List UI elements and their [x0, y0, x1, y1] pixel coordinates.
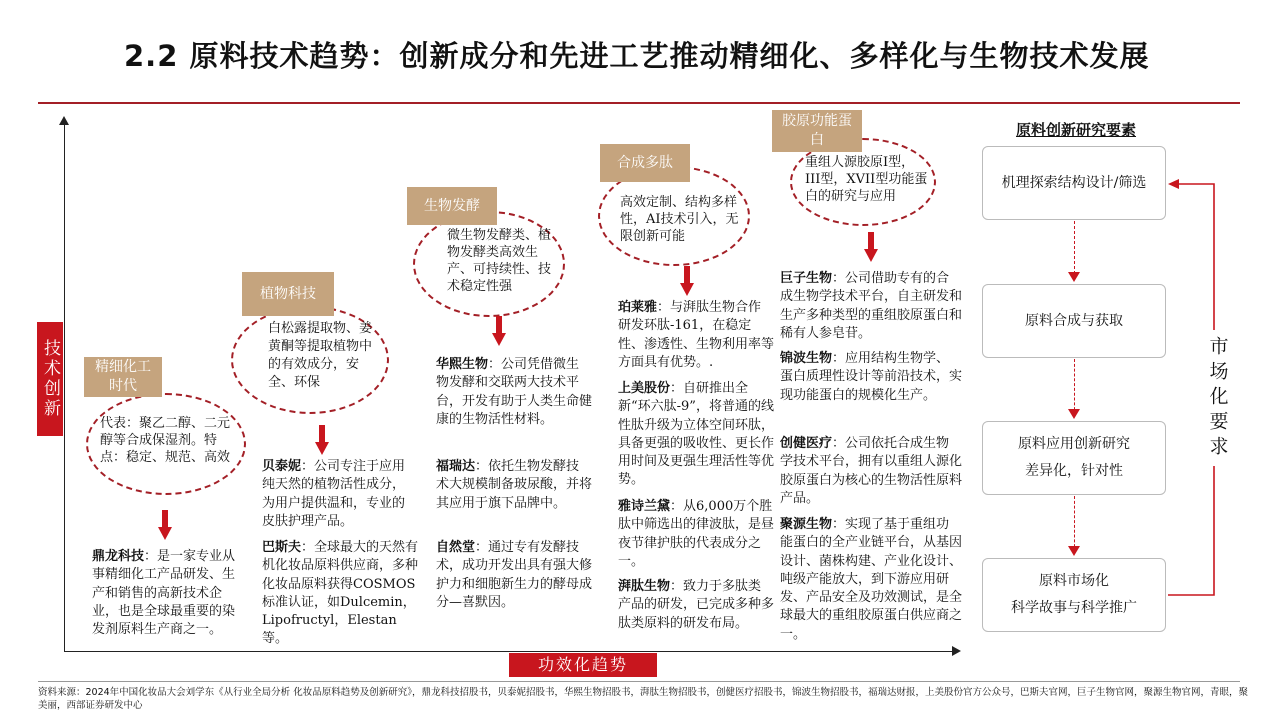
company-name: 珀莱雅 [618, 300, 658, 315]
company-desc: ：公司依托合成生物学技术平台，拥有以重组人源化胶原蛋白为核心的生物活性原料产品。 [780, 436, 963, 506]
company-desc: ：从6,000万个胜肽中筛选出的律波肽，是昼夜节律护肤的代表成分之一。 [618, 499, 775, 569]
company-name: 聚源生物 [780, 517, 833, 532]
company-desc: ：致力于多肽类产品的研发，已完成多种多肽类原料的研发布局。 [618, 579, 775, 631]
company-huaxi [436, 356, 592, 429]
company-name: 巴斯夫 [262, 540, 302, 555]
company-basf [262, 539, 422, 649]
down-arrow-icon [315, 425, 329, 455]
company-desc: ：实现了基于重组功能蛋白的全产业链平台，从基因设计、菌株构建、产业化设计、吨级产能放大，到下游应用研发、产品安全及功效测试，是全球最大的重组胶原蛋白供应商之一。 [780, 517, 963, 642]
company-estee [618, 498, 774, 571]
flow-connector [1074, 221, 1075, 279]
flow-step-market [982, 558, 1166, 632]
stage-oval-text: 微生物发酵类、植物发酵类高效生产、可持续性、技术稳定性强 [447, 228, 552, 294]
flow-step-line: 原料合成与获取 [1025, 312, 1123, 329]
company-name: 雅诗兰黛 [618, 499, 671, 514]
company-desc: ：与湃肽生物合作研发环肽-161，在稳定性、渗透性、生物利用率等方面具有优势。. [618, 300, 775, 370]
flow-step-line: 机理探索结构设计/筛选 [1001, 174, 1147, 191]
x-axis-arrow-icon [952, 646, 961, 656]
footer-divider [38, 681, 1240, 682]
company-name: 上美股份 [618, 381, 671, 396]
stage-oval-text: 重组人源胶原I型，III型，XVII型功能蛋白的研究与应用 [805, 155, 928, 204]
flow-step-line: 差异化，针对性 [1025, 463, 1123, 479]
company-desc: ：公司专注于应用纯天然的植物活性成分，为用户提供温和，专业的皮肤护理产品。 [262, 459, 406, 529]
company-dinglong [92, 548, 246, 639]
company-proya [618, 299, 774, 372]
down-arrow-icon [680, 266, 694, 296]
company-juyuan [780, 516, 962, 644]
down-arrow-icon [158, 510, 172, 540]
company-name: 锦波生物 [780, 351, 833, 366]
company-name: 贝泰妮 [262, 459, 302, 474]
flow-step-application [982, 421, 1166, 495]
company-name: 福瑞达 [436, 459, 476, 474]
company-jinbo [780, 350, 962, 405]
y-axis [64, 122, 65, 652]
flow-arrow-icon [1068, 546, 1080, 556]
y-axis-arrow-icon [59, 116, 69, 125]
stage-tag-bio-ferment: 生物发酵 [407, 187, 497, 225]
company-desc: ：全球最大的天然有机化妆品原料供应商，多种化妆品原料获得COSMOS标准认证，如Dulcemin，Lipofructyl，Elestan等。 [262, 540, 419, 647]
x-axis-label: 功效化趋势 [509, 653, 657, 677]
side-label-text: 市场化要求 [1206, 335, 1229, 461]
company-name: 巨子生物 [780, 271, 833, 286]
down-arrow-icon [864, 232, 878, 262]
flow-step-synthesis [982, 284, 1166, 358]
stage-tag-plant-tech: 植物科技 [242, 272, 334, 316]
company-ziran [436, 539, 592, 612]
company-furuida [436, 458, 592, 513]
stage-tag-collagen: 胶原功能蛋白 [772, 110, 862, 152]
side-label-market [1203, 330, 1233, 466]
flow-connector [1074, 496, 1075, 552]
flow-arrow-icon [1068, 409, 1080, 419]
company-desc: ：通过专有发酵技术，成功开发出具有强大修护力和细胞新生力的酵母成分—喜默因。 [436, 540, 593, 610]
company-desc: ：公司凭借微生物发酵和交联两大技术平台，开发有助于人类生命健康的生物活性材料。 [436, 357, 593, 427]
company-desc: ：公司借助专有的合成生物学技术平台，自主研发和生产多种类型的重组胶原蛋白和稀有人参皂苷。 [780, 271, 963, 341]
company-desc: ：应用结构生物学、蛋白质理性设计等前沿技术，实现功能蛋白的规模化生产。 [780, 351, 963, 403]
flow-step-line: 原料应用创新研究 [1018, 436, 1130, 452]
down-arrow-icon [492, 316, 506, 346]
flow-title: 原料创新研究要素 [1016, 121, 1137, 139]
company-shangmei [618, 380, 774, 490]
stage-oval-text: 代表：聚乙二醇、二元醇等合成保湿剂。特点：稳定、规范、高效 [100, 416, 231, 465]
title-divider [38, 102, 1240, 104]
company-desc: ：依托生物发酵技术大规模制备玻尿酸，并将其应用于旗下品牌中。 [436, 459, 593, 511]
company-chuangjian [780, 435, 962, 508]
stage-tag-fine-chemical: 精细化工时代 [84, 357, 162, 397]
company-name: 湃肽生物 [618, 579, 671, 594]
company-name: 自然堂 [436, 540, 476, 555]
page-title: 2.2 原料技术趋势：创新成分和先进工艺推动精细化、多样化与生物技术发展 [124, 39, 1150, 73]
stage-oval-text: 高效定制、结构多样性，AI技术引入，无限创新可能 [620, 195, 739, 244]
company-desc: ：是一家专业从事精细化工产品研发、生产和销售的高新技术企业，也是全球最重要的染发剂原料生产商之一。 [92, 549, 236, 638]
flow-step-line: 原料市场化 [1039, 573, 1109, 589]
flow-step-design [982, 146, 1166, 220]
flow-connector [1074, 359, 1075, 415]
y-axis-label: 技术创新 [37, 322, 63, 436]
company-desc: ：自研推出全新“环六肽-9”，将普通的线性肽升级为立体空间环肽，具备更强的吸收性、更长作用时间及更强生理活性等优势。 [618, 381, 775, 488]
flow-arrow-icon [1068, 272, 1080, 282]
stage-tag-peptide: 合成多肽 [600, 144, 690, 182]
company-paitai [618, 578, 774, 633]
stage-oval-text: 白松露提取物、姜黄酮等提取植物中的有效成分，安全、环保 [268, 321, 373, 390]
company-juzi [780, 270, 962, 343]
company-betani [262, 458, 414, 531]
flow-step-line: 科学故事与科学推广 [1011, 600, 1137, 616]
source-note: 资料来源：2024年中国化妆品大会刘学东《从行业全局分析 化妆品原料趋势及创新研究》，鼎龙科技招股书，贝泰妮招股书，华熙生物招股书，湃肽生物招股书，创健医疗招股书，锦波生物招股书，福瑞达财报，上美股份官方公众号，巴斯夫官网，巨子生物官网，聚源生物官网，青眼，聚美丽，西部证券研发中心 [38, 687, 1248, 711]
company-name: 华熙生物 [436, 357, 489, 372]
x-axis [64, 651, 954, 652]
company-name: 创健医疗 [780, 436, 833, 451]
company-name: 鼎龙科技 [92, 549, 145, 564]
